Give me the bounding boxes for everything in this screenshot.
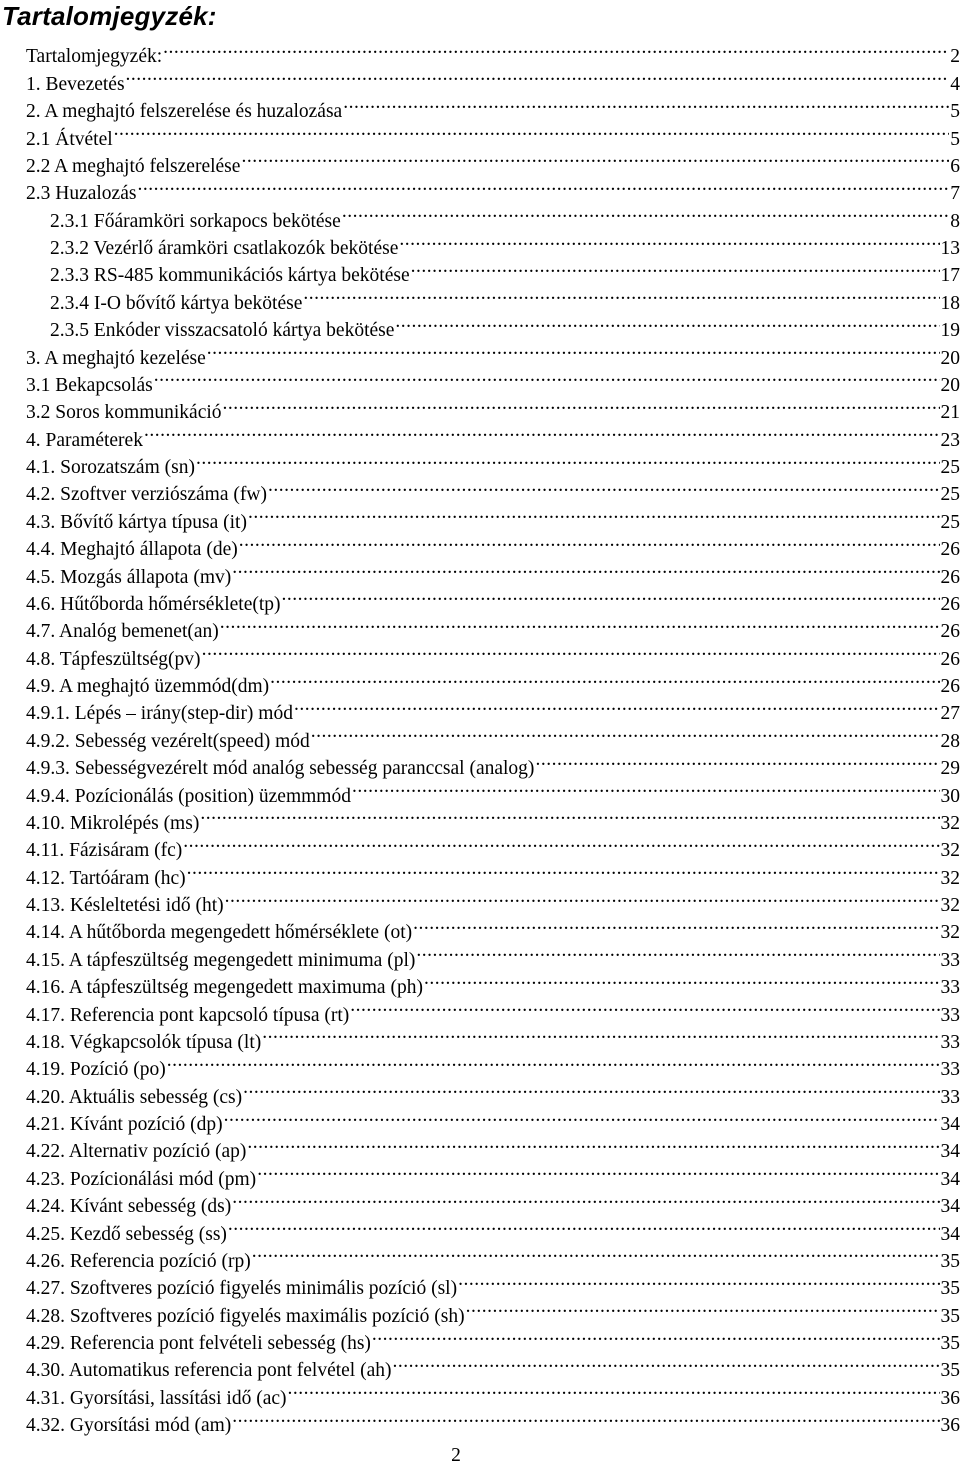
toc-entry-page: 34 bbox=[940, 1141, 960, 1163]
toc-entry-page: 26 bbox=[940, 566, 960, 588]
toc-entry-title[interactable]: 4.9. A meghajtó üzemmód(dm) bbox=[26, 676, 270, 697]
toc-entry-page: 36 bbox=[940, 1387, 960, 1409]
dot-leader bbox=[167, 1048, 940, 1075]
dot-leader bbox=[248, 500, 940, 527]
dot-leader bbox=[154, 364, 940, 391]
toc-entry-title[interactable]: 4.8. Tápfeszültség(pv) bbox=[26, 648, 201, 670]
toc-heading: Tartalomjegyzék: bbox=[2, 1, 217, 31]
toc-entry-title[interactable]: Tartalomjegyzék: bbox=[26, 46, 163, 68]
toc-entry-title[interactable]: 4.1. Sorozatszám (sn) bbox=[26, 457, 195, 478]
toc-entry-title[interactable]: 2.3.1 Főáramköri sorkapocs bekötése bbox=[50, 210, 341, 232]
dot-leader bbox=[303, 281, 939, 308]
toc-entry-title[interactable]: 4.31. Gyorsítási, lassítási idő (ac) bbox=[26, 1387, 287, 1409]
dot-leader bbox=[282, 583, 940, 610]
toc-entry-title[interactable]: 4.23. Pozícionálási mód (pm) bbox=[26, 1168, 257, 1190]
toc-entry-title[interactable]: 4.11. Fázisáram (fc) bbox=[26, 840, 183, 862]
toc-entry-title[interactable]: 2.1 Átvétel bbox=[26, 128, 113, 150]
toc-entry-page: 23 bbox=[940, 429, 960, 451]
toc-entry-page: 35 bbox=[940, 1278, 960, 1300]
toc-entry-title[interactable]: 4.2. Szoftver verziószáma (fw) bbox=[26, 484, 267, 506]
dot-leader bbox=[262, 1021, 939, 1048]
dot-leader bbox=[416, 938, 939, 965]
toc-entry-page: 20 bbox=[940, 347, 960, 369]
toc-entry-title[interactable]: 4.7. Analóg bemenet(an) bbox=[26, 621, 219, 643]
dot-leader bbox=[137, 172, 949, 199]
toc-entry-page: 27 bbox=[940, 703, 960, 725]
dot-leader bbox=[424, 966, 940, 993]
toc-entry-page: 26 bbox=[940, 539, 960, 561]
toc-entry-title[interactable]: 4.29. Referencia pont felvételi sebesség (hs) bbox=[26, 1333, 371, 1354]
toc-entry-title[interactable]: 1. Bevezetés bbox=[26, 73, 125, 95]
toc-entry-page: 33 bbox=[940, 977, 960, 999]
dot-leader bbox=[232, 555, 939, 582]
toc-entry-page: 33 bbox=[940, 1004, 960, 1026]
toc-entry-page: 26 bbox=[940, 621, 960, 643]
toc-entry-title[interactable]: 2.3.3 RS-485 kommunikációs kártya bekötése bbox=[50, 265, 410, 287]
toc-entry-page: 32 bbox=[940, 812, 960, 834]
toc-entry-title[interactable]: 4.28. Szoftveres pozíció figyelés maximális pozíció (sh) bbox=[26, 1305, 465, 1327]
toc-entry-page: 20 bbox=[940, 374, 960, 396]
toc-entry-page: 25 bbox=[940, 484, 960, 506]
dot-leader bbox=[270, 665, 939, 692]
toc-entry-title[interactable]: 4.17. Referencia pont kapcsoló típusa (rt) bbox=[26, 1004, 350, 1026]
toc-entry-page: 25 bbox=[940, 457, 960, 478]
dot-leader bbox=[372, 1322, 940, 1349]
toc-entry-page: 34 bbox=[940, 1196, 960, 1218]
toc-entry-title[interactable]: 4.14. A hűtőborda megengedett hőmérséklete (ot) bbox=[26, 922, 413, 944]
toc-entry-title[interactable]: 4.3. Bővítő kártya típusa (it) bbox=[26, 511, 247, 533]
toc-entry-title[interactable]: 4.19. Pozíció (po) bbox=[26, 1059, 166, 1081]
dot-leader bbox=[232, 1404, 939, 1431]
toc-entry[interactable] bbox=[0, 418, 960, 451]
toc-entry-page: 17 bbox=[940, 265, 960, 287]
toc-entry-title[interactable]: 2.2 A meghajtó felszerelése bbox=[26, 155, 241, 177]
toc-entry-title[interactable]: 4.26. Referencia pozíció (rp) bbox=[26, 1250, 251, 1272]
toc-entry-title[interactable]: 4.9.4. Pozícionálás (position) üzemmmód bbox=[26, 785, 351, 807]
dot-leader bbox=[466, 1294, 940, 1321]
toc-entry-title[interactable]: 3. A meghajtó kezelése bbox=[26, 347, 206, 369]
toc-entry-page: 7 bbox=[950, 183, 960, 205]
toc-entry-title[interactable]: 4.12. Tartóáram (hc) bbox=[26, 867, 186, 889]
toc-entry-page: 32 bbox=[940, 840, 960, 862]
toc-entry-page: 34 bbox=[940, 1223, 960, 1245]
toc-entry-page: 36 bbox=[940, 1415, 960, 1437]
toc-entry-page: 26 bbox=[940, 648, 960, 670]
dot-leader bbox=[350, 993, 939, 1020]
toc-entry[interactable] bbox=[0, 35, 960, 68]
dot-leader bbox=[239, 528, 940, 555]
toc-entry-title[interactable]: 2.3.4 I-O bővítő kártya bekötése bbox=[50, 292, 303, 314]
dot-leader bbox=[243, 1075, 939, 1102]
toc-entry[interactable] bbox=[0, 172, 960, 205]
dot-leader bbox=[207, 336, 940, 363]
toc-entry-page: 33 bbox=[940, 949, 960, 971]
dot-leader bbox=[257, 1157, 939, 1184]
table-of-contents bbox=[0, 35, 960, 1437]
dot-leader bbox=[294, 692, 940, 719]
dot-leader bbox=[225, 884, 940, 911]
toc-entry-page: 26 bbox=[940, 593, 960, 615]
dot-leader bbox=[163, 35, 949, 62]
dot-leader bbox=[535, 747, 939, 774]
toc-entry-title[interactable]: 4.20. Aktuális sebesség (cs) bbox=[26, 1086, 243, 1108]
toc-entry-page: 6 bbox=[950, 155, 960, 177]
toc-entry-title[interactable]: 2. A meghajtó felszerelése és huzalozása bbox=[26, 101, 343, 123]
toc-entry-page: 32 bbox=[940, 922, 960, 944]
toc-entry-title[interactable]: 4.21. Kívánt pozíció (dp) bbox=[26, 1114, 223, 1135]
toc-entry-title[interactable]: 4.5. Mozgás állapota (mv) bbox=[26, 566, 232, 588]
dot-leader bbox=[114, 117, 950, 144]
toc-entry-title[interactable]: 3.2 Soros kommunikáció bbox=[26, 402, 222, 424]
dot-leader bbox=[228, 1212, 940, 1239]
dot-leader bbox=[187, 856, 940, 883]
toc-entry-title[interactable]: 4.30. Automatikus referencia pont felvétel (ah) bbox=[26, 1360, 392, 1382]
toc-entry-title[interactable]: 4.13. Késleltetési idő (ht) bbox=[26, 895, 224, 916]
dot-leader bbox=[393, 1349, 940, 1376]
dot-leader bbox=[220, 610, 940, 637]
toc-entry-page: 5 bbox=[950, 128, 960, 150]
toc-entry[interactable] bbox=[0, 446, 960, 478]
toc-entry-title[interactable]: 4.9.1. Lépés – irány(step-dir) mód bbox=[26, 703, 293, 725]
toc-entry-page: 35 bbox=[940, 1360, 960, 1382]
toc-entry-page: 8 bbox=[950, 210, 960, 232]
dot-leader bbox=[268, 473, 940, 500]
toc-entry[interactable] bbox=[0, 62, 960, 95]
dot-leader bbox=[342, 199, 949, 226]
page-number: 2 bbox=[451, 1445, 461, 1466]
toc-entry-page: 25 bbox=[940, 511, 960, 533]
toc-entry-title[interactable]: 2.3 Huzalozás bbox=[26, 183, 137, 205]
toc-entry[interactable] bbox=[0, 90, 960, 123]
toc-entry-page: 29 bbox=[940, 758, 960, 780]
dot-leader bbox=[252, 1240, 940, 1267]
dot-leader bbox=[144, 418, 940, 445]
toc-entry-page: 21 bbox=[940, 402, 960, 424]
dot-leader bbox=[241, 145, 949, 172]
dot-leader bbox=[343, 90, 949, 117]
dot-leader bbox=[413, 911, 939, 938]
toc-entry-title[interactable]: 4.24. Kívánt sebesség (ds) bbox=[26, 1196, 232, 1218]
toc-entry-title[interactable]: 4. Paraméterek bbox=[26, 429, 143, 451]
toc-entry-title[interactable]: 2.3.2 Vezérlő áramköri csatlakozók bekötése bbox=[50, 238, 399, 259]
toc-entry-page: 35 bbox=[940, 1250, 960, 1272]
dot-leader bbox=[202, 637, 940, 664]
toc-entry-page: 34 bbox=[940, 1114, 960, 1135]
toc-entry-page: 32 bbox=[940, 867, 960, 889]
toc-entry-page: 26 bbox=[940, 676, 960, 697]
dot-leader bbox=[288, 1376, 940, 1403]
toc-entry-page: 19 bbox=[940, 320, 960, 342]
toc-entry-page: 35 bbox=[940, 1333, 960, 1354]
dot-leader bbox=[352, 774, 940, 801]
toc-entry-title[interactable]: 4.18. Végkapcsolók típusa (lt) bbox=[26, 1031, 262, 1053]
dot-leader bbox=[223, 391, 940, 418]
toc-entry-page: 30 bbox=[940, 785, 960, 807]
toc-entry-title[interactable]: 4.27. Szoftveres pozíció figyelés minimális pozíció (sl) bbox=[26, 1278, 458, 1300]
toc-entry-page: 34 bbox=[940, 1168, 960, 1190]
toc-entry-title[interactable]: 4.16. A tápfeszültség megengedett maximuma (ph) bbox=[26, 977, 423, 999]
toc-entry-title[interactable]: 2.3.5 Enkóder visszacsatoló kártya bekötése bbox=[50, 320, 395, 342]
toc-entry-title[interactable]: 3.1 Bekapcsolás bbox=[26, 374, 153, 396]
toc-entry-page: 13 bbox=[940, 238, 960, 259]
dot-leader bbox=[311, 719, 940, 746]
dot-leader bbox=[247, 1130, 939, 1157]
toc-entry-title[interactable]: 4.10. Mikrolépés (ms) bbox=[26, 812, 200, 834]
toc-entry-page: 5 bbox=[950, 101, 960, 123]
toc-entry-page: 18 bbox=[940, 292, 960, 314]
toc-entry-page: 32 bbox=[940, 895, 960, 916]
toc-entry-title[interactable]: 4.6. Hűtőborda hőmérséklete(tp) bbox=[26, 593, 281, 615]
toc-entry-page: 4 bbox=[950, 73, 960, 95]
toc-entry-title[interactable]: 4.4. Meghajtó állapota (de) bbox=[26, 539, 238, 561]
toc-entry[interactable] bbox=[0, 199, 960, 232]
toc-entry-title[interactable]: 4.32. Gyorsítási mód (am) bbox=[26, 1415, 232, 1437]
toc-entry-title[interactable]: 4.15. A tápfeszültség megengedett minimuma (pl) bbox=[26, 949, 416, 971]
toc-entry[interactable] bbox=[0, 117, 960, 150]
toc-entry-title[interactable]: 4.25. Kezdő sebesség (ss) bbox=[26, 1223, 227, 1245]
dot-leader bbox=[224, 1103, 940, 1130]
dot-leader bbox=[183, 829, 939, 856]
toc-entry-title[interactable]: 4.9.3. Sebességvezérelt mód analóg sebesség paranccsal (analog) bbox=[26, 758, 535, 780]
dot-leader bbox=[399, 227, 939, 254]
dot-leader bbox=[196, 446, 940, 473]
dot-leader bbox=[126, 62, 950, 89]
dot-leader bbox=[200, 802, 939, 829]
toc-entry[interactable] bbox=[0, 145, 960, 177]
dot-leader bbox=[232, 1185, 939, 1212]
toc-entry-page: 28 bbox=[940, 730, 960, 752]
toc-entry-page: 33 bbox=[940, 1031, 960, 1053]
toc-entry-page: 33 bbox=[940, 1086, 960, 1108]
dot-leader bbox=[411, 254, 940, 281]
toc-entry-page: 33 bbox=[940, 1059, 960, 1081]
toc-entry-title[interactable]: 4.9.2. Sebesség vezérelt(speed) mód bbox=[26, 730, 310, 752]
toc-entry-page: 2 bbox=[950, 46, 960, 68]
dot-leader bbox=[458, 1267, 939, 1294]
toc-entry-title[interactable]: 4.22. Alternativ pozíció (ap) bbox=[26, 1141, 247, 1163]
toc-entry-page: 35 bbox=[940, 1305, 960, 1327]
dot-leader bbox=[395, 309, 939, 336]
